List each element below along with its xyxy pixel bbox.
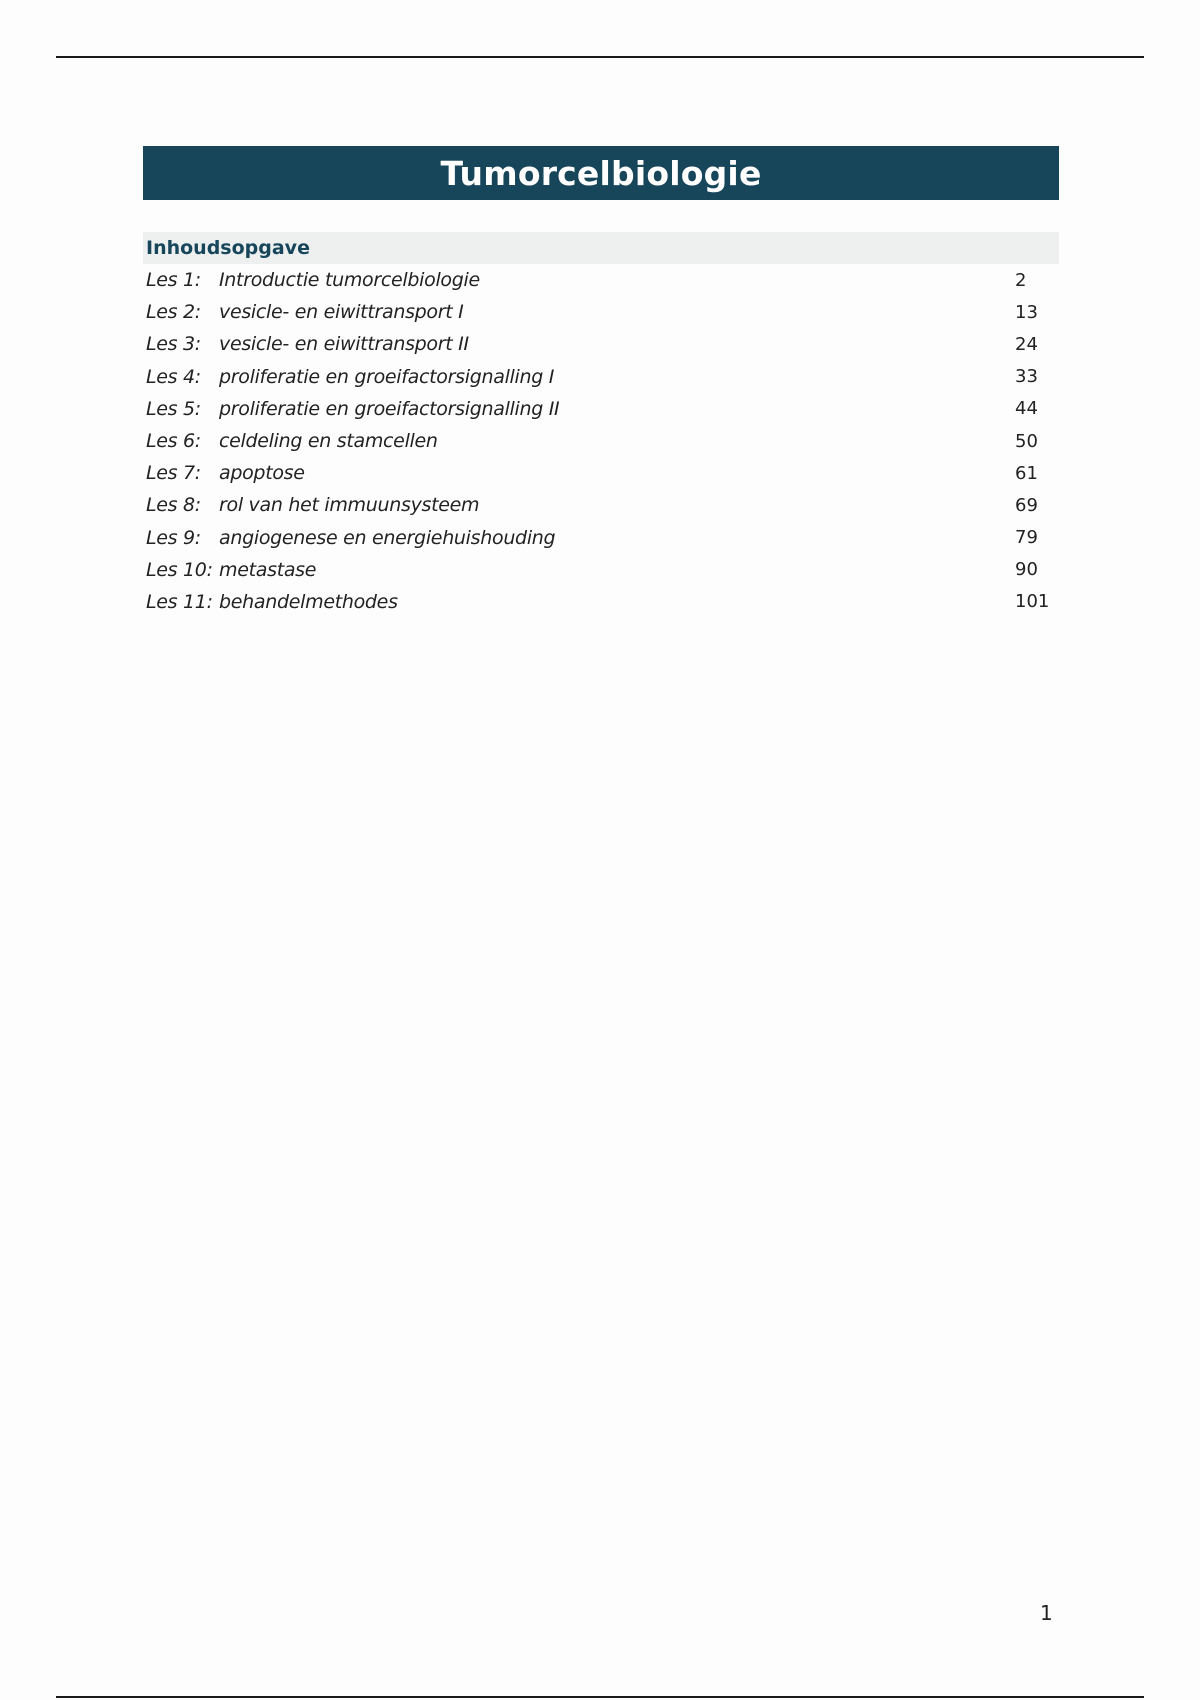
toc-page-number: 101 [1015,591,1050,613]
toc-lesson-title: Introductie tumorcelbiologie [219,269,480,292]
toc-page-number: 2 [1015,269,1027,291]
toc-entry[interactable] [146,522,1056,554]
toc-lesson-title: vesicle- en eiwittransport II [219,333,469,356]
toc-page-number: 44 [1015,398,1038,420]
toc-lesson-number: Les 3: [146,333,201,356]
toc-entry[interactable] [146,296,1056,328]
toc-lesson-number: Les 9: [146,526,201,549]
toc-lesson-number: Les 1: [146,269,201,292]
toc-lesson-title: proliferatie en groeifactorsignalling I [219,365,555,388]
toc-heading-bar [143,232,1059,264]
toc-lesson-title: behandelmethodes [219,590,398,613]
toc-page-number: 33 [1015,366,1038,388]
toc-page-number: 61 [1015,462,1038,484]
toc-lesson-title: proliferatie en groeifactorsignalling II [219,397,560,420]
toc-lesson-number: Les 8: [146,494,201,517]
toc-lesson-title: vesicle- en eiwittransport I [219,301,464,324]
toc-lesson-number: Les 6: [146,430,201,453]
toc-entry[interactable] [146,425,1056,457]
toc-lesson-number: Les 7: [146,462,201,485]
toc-page-number: 13 [1015,301,1038,323]
title-banner [143,146,1059,200]
toc-heading: Inhoudsopgave [146,237,310,259]
bottom-rule [56,1696,1144,1698]
toc-entry[interactable] [146,554,1056,586]
page-number: 1 [1040,1601,1053,1625]
toc-lesson-title: celdeling en stamcellen [219,430,438,453]
toc-page-number: 69 [1015,494,1038,516]
toc-entry[interactable] [146,264,1056,296]
toc-lesson-number: Les 2: [146,301,201,324]
toc-entry[interactable] [146,586,1056,618]
toc-lesson-title: angiogenese en energiehuishouding [219,526,556,549]
toc-page-number: 50 [1015,430,1038,452]
toc-entry[interactable] [146,457,1056,489]
toc-page-number: 24 [1015,333,1038,355]
table-of-contents [146,264,1056,618]
toc-lesson-title: rol van het immuunsysteem [219,494,480,517]
toc-entry[interactable] [146,489,1056,521]
toc-lesson-title: metastase [219,558,317,581]
toc-lesson-number: Les 5: [146,397,201,420]
toc-lesson-number: Les 10: [146,558,213,581]
toc-page-number: 90 [1015,559,1038,581]
toc-entry[interactable] [146,393,1056,425]
toc-lesson-number: Les 11: [146,590,213,613]
toc-page-number: 79 [1015,527,1038,549]
toc-lesson-number: Les 4: [146,365,201,388]
document-title: Tumorcelbiologie [440,153,762,193]
toc-entry[interactable] [146,361,1056,393]
toc-entry[interactable] [146,328,1056,360]
top-rule [56,56,1144,58]
toc-lesson-title: apoptose [219,462,305,485]
